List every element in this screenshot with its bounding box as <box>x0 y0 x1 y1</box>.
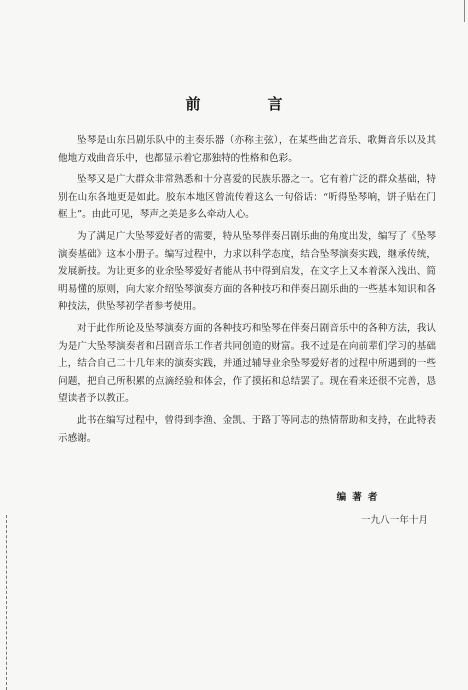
page-edge-mark <box>464 0 465 22</box>
signature-date: 一九八一年十月 <box>360 515 428 526</box>
paragraph-thanks: 此书在编写过程中，曾得到李渔、金凯、于路丁等同志的热情帮助和支持，在此特表示感谢。 <box>58 414 436 444</box>
binding-edge-mark <box>6 515 8 690</box>
paragraph-intro: 坠琴是山东吕剧乐队中的主奏乐器（亦称主弦），在某些曲艺音乐、歌舞音乐以及其他地方戏曲音乐中，也都显示着它那独特的性格和色彩。 <box>58 135 436 164</box>
paragraph-purpose: 为了满足广大坠琴爱好者的需要，特从坠琴伴奏吕剧乐曲的角度出发，编写了《坠琴演奏基础》这本小册子。编写过程中，力求以科学态度，结合坠琴演奏实践，继承传统，发展新技。为让更多的业余坠琴爱好者能从书中得到启发，在文字上又本着深入浅出、简明易懂的原则，向大家介绍坠琴演奏方面的各种技巧和伴奏吕剧乐曲的一些基本知识和各种技法，供坠琴初学者参考使用。 <box>58 230 436 313</box>
paragraph-popularity: 坠琴又是广大群众非常熟悉和十分喜爱的民族乐器之一。它有着广泛的群众基础，特别在山东各地更是如此。胶东本地区曾流传着这么一句俗话：“听得坠琴响，饼子贴在门框上”。由此可见，琴声之美是多么牵动人心。 <box>58 174 436 221</box>
paragraph-acknowledgment-of-craft: 对于此作所论及坠琴演奏方面的各种技巧和坠琴在伴奏吕剧音乐中的各种方法，我认为是广大坠琴演奏者和吕剧音乐工作者共同创造的财富。我不过是在向前辈们学习的基础上，结合自己二十几年来的演奏实践，并通过辅导业余坠琴爱好者的过程中所遇到的一些问题，把自己所积累的点滴经验和体会，作了摸拓和总结罢了。现在看来还很不完善，恳望读者予以教正。 <box>58 322 436 405</box>
author-signature: 编著者 <box>336 492 384 503</box>
page-title: 前 言 <box>185 95 309 113</box>
preface-body <box>58 132 436 451</box>
